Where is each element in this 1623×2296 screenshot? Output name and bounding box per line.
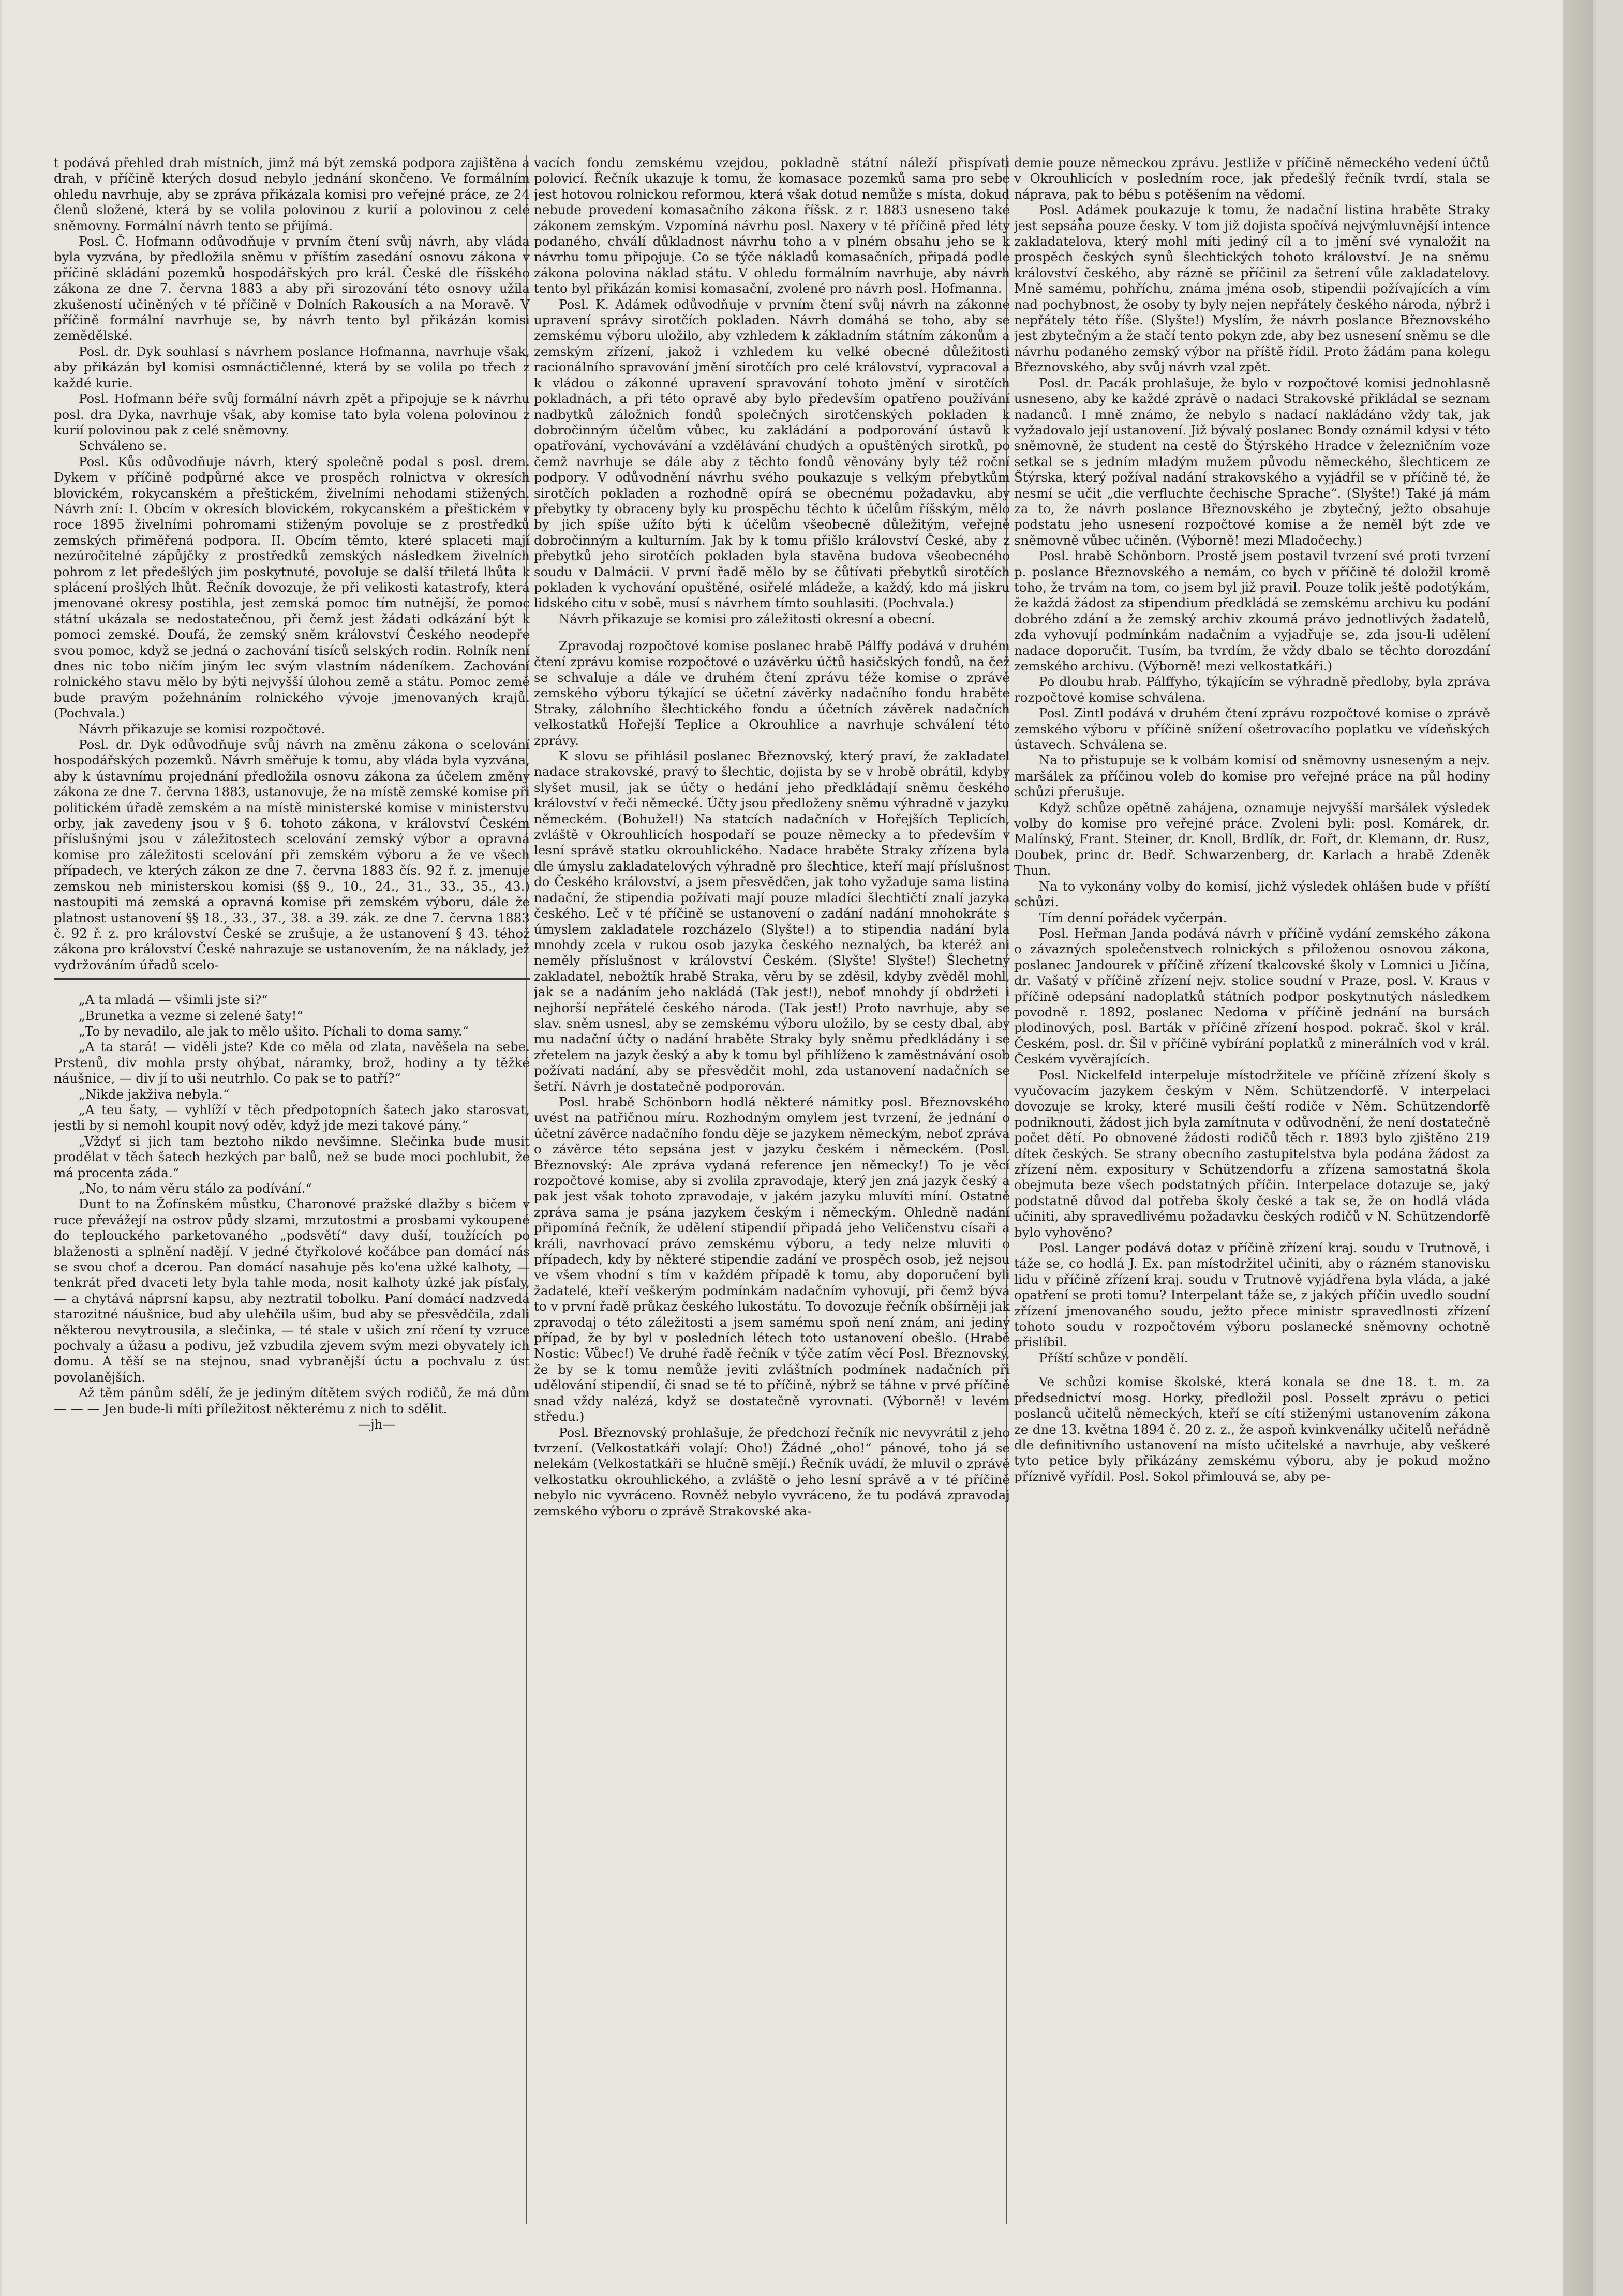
paragraph: Posl. Zintl podává v druhém čtení zprávu rozpočtové komise o zprávě zemského výboru v příčině snížení ošetrovacího poplatku ve vídeňských ústavech. Schválena se. — [1014, 706, 1490, 753]
section-gap — [534, 627, 1010, 638]
paragraph: Posl. dr. Dyk odůvodňuje svůj návrh na změnu zákona o scelování hospodářských pozemků. Návrh směřuje k tomu, aby vláda byla vyzvána, aby k ústavnímu projednání předložila osnovu zákona za účelem změny zákona ze dne 7. června 1883, ustanovuje, že na místě zemské komise při politickém úřadě zemském a na místě ministerské komise v ministerstvu orby, jak zavedeny jsou v § 6. tohoto zákona, v království Českém příslušnými jsou v záležitostech scelování zemský výbor a opravná komise pro záležitosti scelování při zemském výboru a že ve všech případech, ve kterých zákon ze dne 7. června 1883 čís. 92 ř. z. jmenuje zemskou neb ministerskou komisi (§§ 9., 10., 24., 31., 33., 35., 43.) nastoupiti má zemská a opravná komise při zemském výboru, dále že platnost ustanovení §§ 18., 33., 37., 38. a 39. zák. ze dne 7. června 1883 č. 92 ř. z. pro království České se zrušuje, a že ustanovení § 43. téhož zákona pro království České nahrazuje se ustanovením, že na náklady, jež vydržováním úřadů scelo- — [54, 737, 530, 972]
paragraph: Posl. dr. Dyk souhlasí s návrhem poslance Hofmanna, navrhuje však, aby přikázán byl komisi osmnáctičlenné, která by se volila po třech z každé kurie. — [54, 343, 530, 391]
paragraph: „Nikde jakživa nebyla.“ — [79, 1086, 230, 1102]
paragraph: „A teu šaty, — vyhlíží v těch předpotopních šatech jako starosvat, jestli by si nemohl koupit nový oděv, když jde mezi takové pány.“ — [54, 1102, 530, 1133]
paragraph: „Vždyť si jich tam beztoho nikdo nevšimne. Slečinka bude musit prodělat v těch šatech hezkých par balů, než se bude moci pochlubit, že má procenta záda.“ — [54, 1133, 530, 1180]
paragraph: Posl. K. Adámek odůvodňuje v prvním čtení svůj návrh na zákonné upravení správy sirotčích pokladen. Návrh domáhá se toho, aby se zemskému výboru uložilo, aby vzhledem k základním státním zákonům a zemským zřízení, jakož i vzhledem ku velké obecné důležitosti racionálního spravování jmění sirotčích pro celé království, vypracoval a k vládou o zákonné upravení spravování tohoto jmění v sirotčích pokladnách, a při této opravě aby bylo především opatřeno používání nadbytků záložnich fondů společných sirotčenských pokladen k dobročinným účelům vůbec, ku zakládání a podporování ústavů k opatřování, vychovávání a vzdělávání chudých a opuštěných sirotků, po čemž navrhuje se dále aby z těchto fondů věnovány byly též roční podpory. V odůvodnění návrhu svého poukazuje s velkým přebytkům sirotčích pokladen a rozhodně opírá se obecnému požadavku, aby přebytky ty obraceny byly ku prospěchu těchto k účelům říšským, mělo by jich spíše užíto býti k účelům všeobecně důležitým, veřejně dobročinným a kulturním. Jak by k tomu přišlo království České, aby z přebytků jeho sirotčích pokladen byla stavěna budova všeobecného soudu v Dalmácii. V první řadě mělo by se čůtívati přebytků sirotčích pokladen k vychování opuštěné, osiřelé mládeže, a každý, kdo má jiskru lidského citu v sobě, musí s návrhem tímto souhlasiti. (Pochvala.) — [534, 296, 1010, 611]
paragraph: Když schůze opětně zahájena, oznamuje nejvyšší maršálek výsledek volby do komise pro veřejné práce. Zvoleni byli: posl. Komárek, dr. Malínský, Frant. Steiner, dr. Knoll, Brdlík, dr. Fořt, dr. Klemann, dr. Rusz, Doubek, princ dr. Bedř. Schwarzenberg, dr. Karlach a hrabě Zdeněk Thun. — [1014, 800, 1490, 878]
paragraph: „A ta stará! — viděli jste? Kde co měla od zlata, navěšela na sebe. Prstenů, div mohla prsty ohýbat, náramky, brož, hodiny a ty těžké náušnice, — div jí to uši neutrhlo. Co pak se to patří?“ — [54, 1039, 530, 1086]
paragraph: „To by nevadilo, ale jak to mělo ušito. Píchali to doma samy.“ — [79, 1023, 469, 1039]
paragraph: Posl. Kůs odůvodňuje návrh, který společně podal s posl. drem. Dykem v příčině podpůrné akce ve prospěch rolnictva v okresích blovickém, rokycanském a přeštickém, živelními nehodami stižených. Návrh zní: I. Obcím v okresích blovickém, rokycanském a přeštickém v roce 1895 živelními pohromami stiženým povoluje se z prostředků zemských přiměřená podpora. II. Obcím těmto, které splaceti mají nezúročitelné zápůjčky z prostředků zemských následkem živelních pohrom z let předešlých jim poskytnuté, povoluje se další třiletá lhůta k splácení prošlých lhůt. Řečník dovozuje, že při velikosti katastrofy, která jmenované okresy postihla, jest zemská pomoc tím nutnější, že pomoc státní ukázala se nedostatečnou, při čemž jest žádati odkázání být k pomoci zemské. Doufá, že zemský sněm království Českého neodepře svou pomoc, když se jedná o zachování tisíců selských rodin. Rolník není dnes nic tobo ničím jiným lec svým vlastním nádeníkem. Zachování rolnického stavu mělo by býti nejvyšší úlohou země a státu. Pomoc země bude pravým požehnáním rolnického vývoje jmenovaných krajů. (Pochvala.) — [54, 454, 530, 721]
paragraph: demie pouze německou zprávu. Jestliže v příčině německého vedení účtů v Okrouhlicích v posledním roce, jak předešlý řečník tvrdí, stala se náprava, pak to bébu s potěšením na vědomí. — [1014, 155, 1490, 202]
paragraph: Posl. Č. Hofmann odůvodňuje v prvním čtení svůj návrh, aby vláda byla vyzvána, by předložila sněmu v příštím zasedání osnovu zákona v příčině skládání pozemků hospodářských pro král. České dle říšského zákona ze dne 7. června 1883 a aby při sirozování této osnovy užila zkušeností učiněných v té příčině v Dolních Rakousích a na Moravě. V příčině formální navrhuje se, by návrh tento byl přikázán komisi zemědělské. — [54, 234, 530, 343]
paragraph: K slovu se přihlásil poslanec Březnovský, který praví, že zakladatel nadace strakovské, pravý to šlechtic, dojista by se v hrobě obrátil, kdyby slyšet musil, jak se účty o hedání jeho předkládají sněmu českého království v řeči německé. Účty jsou předloženy sněmu výhradně v jazyku německém. (Bohužel!) Na statcích nadačních v Hořejších Teplicích, zvláště v Okrouhlicích hospodaří se pouze německy a to především v lesní správě statku okrouhlického. Nadace hraběte Straky zřízena byla dle úmyslu zakladatelových výhradně pro šlechtice, kteří mají příslušnost do Českého království, a jsem přesvědčen, jak toho vyžaduje sama listina nadační, že stipendia požívati mají pouze mladíci šlechtičtí znalí jazyka českého. Leč v té příčině se ustanovení o zadání nadání mnohokráte s úmyslem zakladatele rozcházelo (Slyšte!) a to stipendia nadání byla mnohdy zcela v rukou osob jazyka českého neznalých, ba kteréž ani neměly příslušnost v království Českém. (Slyšte! Slyšte!) Šlechetný zakladatel, nebožtík hrabě Straka, věru by se zděsil, kdyby zvěděl mohl, jak se a nadáním jeho nakládá (Tak jest!), neboť mnohdy jí obdržeti i nejhorší nepřátelé českého národa. (Tak jest!) Proto navrhuje, aby se slav. sněm usnesl, aby se zemskému výboru uložilo, by se cesty dbal, aby mu nadační účty o nadání hraběte Straky byly sněmu předkládány i se zřetelem na jazyk český a aby k tomu byl přihlíženo k zaměstnávání osob požívati nadání, aby se přesvědčit mohl, zda ustanovení nadačních se šetří. Návrh je dostatečně podporován. — [534, 748, 1010, 1094]
paragraph: Na to vykonány volby do komisí, jichž výsledek ohlášen bude v příští schůzi. — [1014, 878, 1490, 910]
paragraph: Posl. Heřman Janda podává návrh v příčině vydání zemského zákona o závazných společenstvech rolnických s přiloženou osnovou zákona, poslanec Jandourek v příčině zřízení tkalcovské školy v Lomnici u Jičína, dr. Vašatý v příčině zřízení nejv. stolice soudní v Praze, posl. V. Kraus v příčině odepsání nadoplatků státních podpor poskytnutých následkem povodně r. 1892, poslanec Nedoma v příčině jednání na bursách plodinových, posl. Barták v příčině zřízení hospod. pokrač. škol v král. Českém, posl. dr. Šil v příčině vybírání poplatků z minerálních vod v král. Českém vyvěrajících. — [1014, 925, 1490, 1067]
page-edge-shadow — [1563, 0, 1593, 2296]
column-3 — [1014, 155, 1490, 2250]
paragraph: Posl. Hofmann béře svůj formální návrh zpět a připojuje se k návrhu posl. dra Dyka, navrhuje však, aby komise tato byla volena polovinou z kurií polovinou pak z celé sněmovny. — [54, 391, 530, 438]
paragraph: vacích fondu zemskému vzejdou, pokladně státní náleží přispívati polovicí. Řečník ukazuje k tomu, že komasace pozemků sama pro sebe jest hotovou rolnickou reformou, která však dotud nemůže s místa, dokud nebude provedení komasačního zákona říšsk. z r. 1883 usneseno také zákonem zemským. Vzpomíná návrhu posl. Naxery v té příčině před léty podaného, chválí důkladnost návrhu toho a v plném obsahu jeho se k návrhu tomu připojuje. Co se týče nákladů komasačních, připadá podle zákona polovina náklad státu. V ohledu formálním navrhuje, aby návrh tento byl přikázán komisi komasační, zvolené pro návrh posl. Hofmanna. — [534, 155, 1010, 296]
section-gap — [1014, 1366, 1490, 1374]
column-1 — [54, 155, 530, 2250]
paragraph: Ve schůzi komise školské, která konala se dne 18. t. m. za předsednictví mosg. Horky, předložil posl. Posselt zprávu o petici poslanců učitelů německých, kteří se cítí stiženými ustanovením zákona ze dne 13. května 1894 č. 20 z. z., že aspoň kvinkvenálky učitelů neřádně dle definitivního ustanovení na místo učitelské a navrhuje, aby veškeré tyto petice byly přikázány zemskému výboru, aby je pokud možno příznivě vyřídil. Posl. Sokol přimlouvá se, aby pe- — [1014, 1374, 1490, 1484]
paragraph: Posl. hrabě Schönborn. Prostě jsem postavil tvrzení své proti tvrzení p. poslance Březnovského a nemám, co bych v příčině té doložil kromě toho, že trvám na tom, co jsem byl již pravil. Pouze tolik ještě podotýkám, že každá žádost za stipendium předkládá se zemskému archivu ku podání dobrého zdání a že zemský archiv zkoumá právo jednotlivých žadatelů, zda vyhovují podmínkám nadačním a vyjadřuje se, zda jsou-li udělení nadace doporučit. Tusím, ba tvrdím, že vždy dbalo se těchto dorozdání zemského archivu. (Výborně! mezi velkostatkáři.) — [1014, 548, 1490, 673]
paragraph: „A ta mladá — všimli jste si?“ — [79, 992, 268, 1008]
paragraph: Posl. Nickelfeld interpeluje místodržitele ve příčině zřízení školy s vyučovacím jazykem českým v Něm. Schützendorfě. V interpelaci dovozuje se kroky, které musili čeští rodiče v Něm. Schützendorfě podniknouti, žádost jich byla zamítnuta v odůvodnění, že není dostatečně počet dětí. Po obnovené žádosti rodičů těch r. 1893 bylo zjištěno 219 dítek českých. Se strany obecního zastupitelstva byla podána žádost za zřízení něm. expositury v Schützendorfu a zřízena samostatná škola obejmuta beze všech podstatných příčin. Interpelace dotazuje se, jaký podstatně důvod dal potřeba školy české a tak se, že on hodlá vláda učiniti, aby spravedlivému požadavku českých rodičů v N. Schützendorfě bylo vyhověno? — [1014, 1067, 1490, 1240]
paragraph: Posl. Březnovský prohlašuje, že předchozí řečník nic nevyvrátil z jeho tvrzení. (Velkostatkáři volají: Oho!) Žádné „oho!“ pánové, toho já se nelekám (Velkostatkáři se hlučně smějí.) Řečník uvádí, že mluvil o zprávě velkostatku okrouhlického, a zvláště o jeho lesní správě a v té příčině nebylo nic vyvráceno. Rovněž nebylo vyvráceno, že tu podává zpravodaj zemského výboru o zprávě Strakovské aka- — [534, 1424, 1010, 1519]
author-signature: —jh— — [358, 1417, 395, 1432]
column-2 — [534, 155, 1010, 2250]
paragraph: Zpravodaj rozpočtové komise poslanec hrabě Pálffy podává v druhém čtení zprávu komise rozpočtové o uzávěrku účtů hasičských fondů, na čež se schvaluje a dále ve druhém čtení zprávu téže komise o zprávě zemského výboru týkající se účetní závěrky nadačního fondu hraběte Straky, zálohního šlechtického fondu a účetních závěrek nadačních velkostatků Hořejší Teplice a Okrouhlice a navrhuje schválení této zprávy. — [534, 638, 1010, 748]
section-divider — [54, 978, 530, 985]
paragraph: Posl. Langer podává dotaz v příčině zřízení kraj. soudu v Trutnově, i táže se, co hodlá J. Ex. pan místodržitel učiniti, aby o rázném stanovisku lidu v příčině zřízení kraj. soudu v Trutnově vyjádřena byla vláda, a jaké opatření se proti tomu? Interpelant táže se, z jakých příčin uvedlo soudní zřízení jmenovaného soudu, ježto přece ministr spravedlnosti zřízení tohoto soudu v rozpočtovém výboru poslanecké sněmovny ochotně přislíbil. — [1014, 1240, 1490, 1350]
newspaper-page — [2, 0, 1596, 2296]
paragraph: Posl. dr. Pacák prohlašuje, že bylo v rozpočtové komisi jednohlasně usneseno, aby ke každé zprávě o nadaci Strakovské přikládal se seznam nadanců. I mně známo, že nebylo s nadací nakládáno vždy tak, jak vyžadovalo její ustanovení. Již bývalý poslanec Bondy oznámil kdysi v této sněmovně, že student na cestě do Štýrského Hradce v železničním voze setkal se s jedním mladým mužem původu německého, šlechticem ze Štýrska, který požíval nadání strakovského a vyjádřil se v příčině té, že nesmí se učit „die verfluchte čechische Sprache“. (Slyšte!) Také já mám za to, že návrh poslance Březnovského je zbytečný, ježto obsahuje podstatu jeho usnesení rozpočtové komise a že neměl být zde ve sněmovně vůbec učiněn. (Výborně! mezi Mladočechy.) — [1014, 375, 1490, 548]
paragraph: Schváleno se. — [79, 438, 167, 454]
paragraph: Posl. Adámek poukazuje k tomu, že nadační listina hraběte Straky jest sepsána pouze česky. V tom již dojista spočívá nejvýmluvnější intence zakladatelova, který mohl míti jediný cíl a to jmění své vynaložit na prospěch českých synů šlechtických tohoto království. Je na sněmu království českého, aby rázně se příčinil za šetrení vůle zakladatelovy. Mně samému, pohříchu, známa jména osob, stipendii požívajících a vím nad pochybnost, že osoby ty byly nejen nepřátely českého národa, nýbrž i nepřátely této říše. (Slyšte!) Myslím, že návrh poslance Březnovského jest zbytečným a že stačí tento pokyn zde, aby bez usnesení sněmu se dle návrhu podaného zemský výbor na příště řídil. Proto žádám pana kolegu Březnovského, aby svůj návrh vzal zpět. — [1014, 202, 1490, 375]
paragraph: Po dloubu hrab. Pálffyho, týkajícím se výhradně předloby, byla zpráva rozpočtové komise schválena. — [1014, 674, 1490, 705]
paragraph: Příští schůze v pondělí. — [1039, 1350, 1188, 1365]
paragraph: „Brunetka a vezme si zelené šaty!“ — [79, 1008, 303, 1023]
paragraph: Dunt to na Žofínském můstku, Charonové pražské dlažby s bičem v ruce převážejí na ostrov půdy slzami, mrzutostmi a prosbami vykoupené do teplouckého parketovaného „podsvětí“ davy duší, toužících po blaženosti a splnění nadějí. V jedné čtyřkolové kočábce pan domácí nás se svou choť a dcerou. Pan domácí nasahuje pěs ko'ena užké kalhoty, — tenkrát před dvaceti lety byla tahle moda, nosit kalhoty úzké jak písťaly, — a chytává náprsní kapsu, aby neztratil tobolku. Paní domácí nadzvedá starozitné náušnice, bud aby ulehčila ušim, bud aby se přesvědčila, zdali některou nevytrousila, a slečinka, — té stale v ušich zní rčení ty vzruce pochvaly a úžasu a podivu, jež vzbudila zjevem svým mezi obyvately ich domu. A těší se na stejnou, snad vybranější úctu a pochvalu z úst povolanějších. — [54, 1196, 530, 1385]
paragraph: Tím denní pořádek vyčerpán. — [1039, 910, 1227, 925]
paragraph: Posl. hrabě Schönborn hodlá některé námitky posl. Březnovského uvést na patřičnou míru. Rozhodným omylem jest tvrzení, že jednání o účetní závěrce nadačního fondu děje se jazykem německým, neboť zpráva o závěrce této sepsána jest v jazyku českém i německém. (Posl. Březnovský: Ale zpráva vydaná reference jen německy!) To je věcí rozpočtové komise, aby si zvolila zpravodaje, který jen zná jazyk český a pak jest však tohoto zpravodaje, v jakém jazyku mluvíti míní. Ostatně zpráva sama je psána jazykem českým i německým. Ohledně nadání připomíná řečník, že udělení stipendií připadá jeho Veličenstvu císaři a králi, navrhovací právo zemskému výboru, a tedy nelze mluviti o případech, kdy by některé stipendie zadání ve prospěch osob, jež nejsou ve všem vhodní s tím v každém případě k tomu, aby doporučení byli žadatelé, kteří veškerým podmínkám nadačním vyhovují, při čemž bývá to v první řadě průkaz českého lukostátu. To dovozuje řečník obšírněji jak zpravodaj o této záležitosti a jsem samému spoň není znám, ani jediný případ, že by byl v posledních létech toto ustanovení obešlo. (Hrabě Nostic: Vůbec!) Ve druhé řadě řečník v týče zatím věcí Posl. Březnovský, že by se k tomu nemůže jeviti zvláštních podmínek nadačních při udělování stipendií, či snad se té to příčině, nýbrž se táhne v prvé příčině snad vždy nalézá, když se dostatečně vyrovnati. (Výborně! v levém středu.) — [534, 1094, 1010, 1424]
paragraph: Návrh přikazuje se komisi rozpočtové. — [79, 721, 325, 737]
paragraph: Návrh přikazuje se komisi pro záležitosti okresní a obecní. — [559, 611, 935, 626]
paragraph: Až těm pánům sdělí, že je jediným dítětem svých rodičů, že má dům — — — Jen bude-li míti příležitost některému z nich to sdělit. — [54, 1385, 530, 1416]
paragraph: t podává přehled drah místních, jimž má být zemská podpora zajištěna a drah, v příčině kterých dosud nebylo jednání skončeno. Ve formálním ohledu navrhuje, aby se zpráva přikázala komisi pro veřejné práce, ze 24 členů složené, která by se volila polovinou z kurií a polovinou z celé sněmovny. Formální návrh tento se přijímá. — [54, 155, 530, 233]
paragraph: Na to přistupuje se k volbám komisí od sněmovny usneseným a nejv. maršálek za příčinou voleb do komise pro veřejné práce na půl hodiny schůzi přerušuje. — [1014, 753, 1490, 800]
paragraph: „No, to nám věru stálo za podívání.“ — [79, 1181, 312, 1196]
